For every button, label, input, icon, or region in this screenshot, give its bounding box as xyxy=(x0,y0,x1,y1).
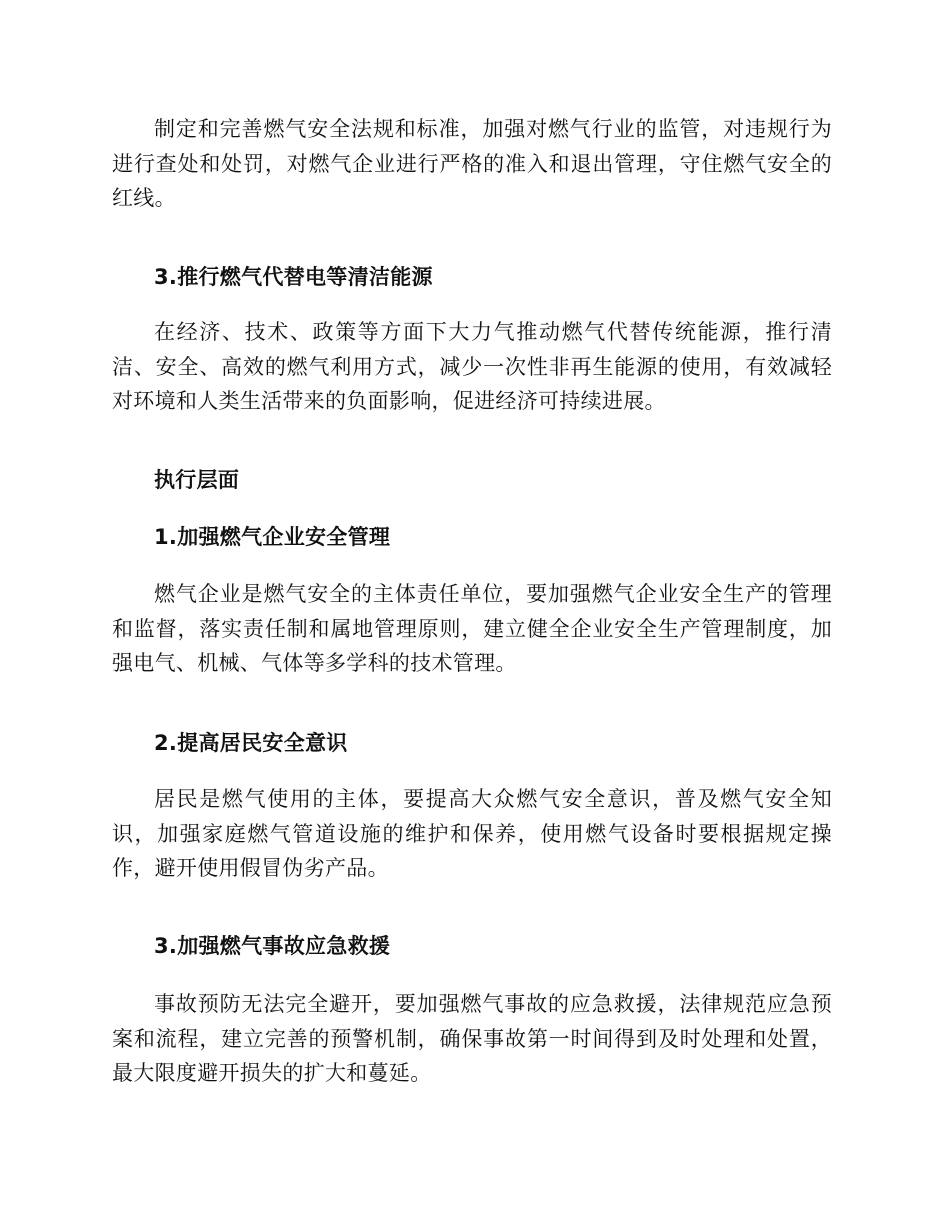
paragraph-enterprise-safety: 燃气企业是燃气安全的主体责任单位，要加强燃气企业安全生产的管理和监督，落实责任制和属地管理原则，建立健全企业安全生产管理制度，加强电气、机械、气体等多学科的技术管理。 xyxy=(112,582,832,675)
heading-resident-awareness: 2.提高居民安全意识 xyxy=(154,731,348,755)
paragraph-emergency-rescue: 事故预防无法完全避开，要加强燃气事故的应急救援，法律规范应急预案和流程，建立完善的预警机制，确保事故第一时间得到及时处理和处置，最大限度避开损失的扩大和蔓延。 xyxy=(112,992,832,1085)
heading-emergency-rescue: 3.加强燃气事故应急救援 xyxy=(154,934,391,958)
paragraph-clean-energy: 在经济、技术、政策等方面下大力气推动燃气代替传统能源，推行清洁、安全、高效的燃气利用方式，减少一次性非再生能源的使用，有效减轻对环境和人类生活带来的负面影响，促进经济可持续进展。 xyxy=(112,320,832,413)
heading-clean-energy: 3.推行燃气代替电等清洁能源 xyxy=(154,265,433,289)
paragraph-regulation: 制定和完善燃气安全法规和标准，加强对燃气行业的监管，对违规行为进行查处和处罚，对燃气企业进行严格的准入和退出管理，守住燃气安全的红线。 xyxy=(112,117,832,210)
heading-execution-level: 执行层面 xyxy=(154,468,240,492)
paragraph-resident-awareness: 居民是燃气使用的主体，要提高大众燃气安全意识，普及燃气安全知识，加强家庭燃气管道设施的维护和保养，使用燃气设备时要根据规定操作，避开使用假冒伪劣产品。 xyxy=(112,787,832,880)
heading-enterprise-safety: 1.加强燃气企业安全管理 xyxy=(154,525,391,549)
